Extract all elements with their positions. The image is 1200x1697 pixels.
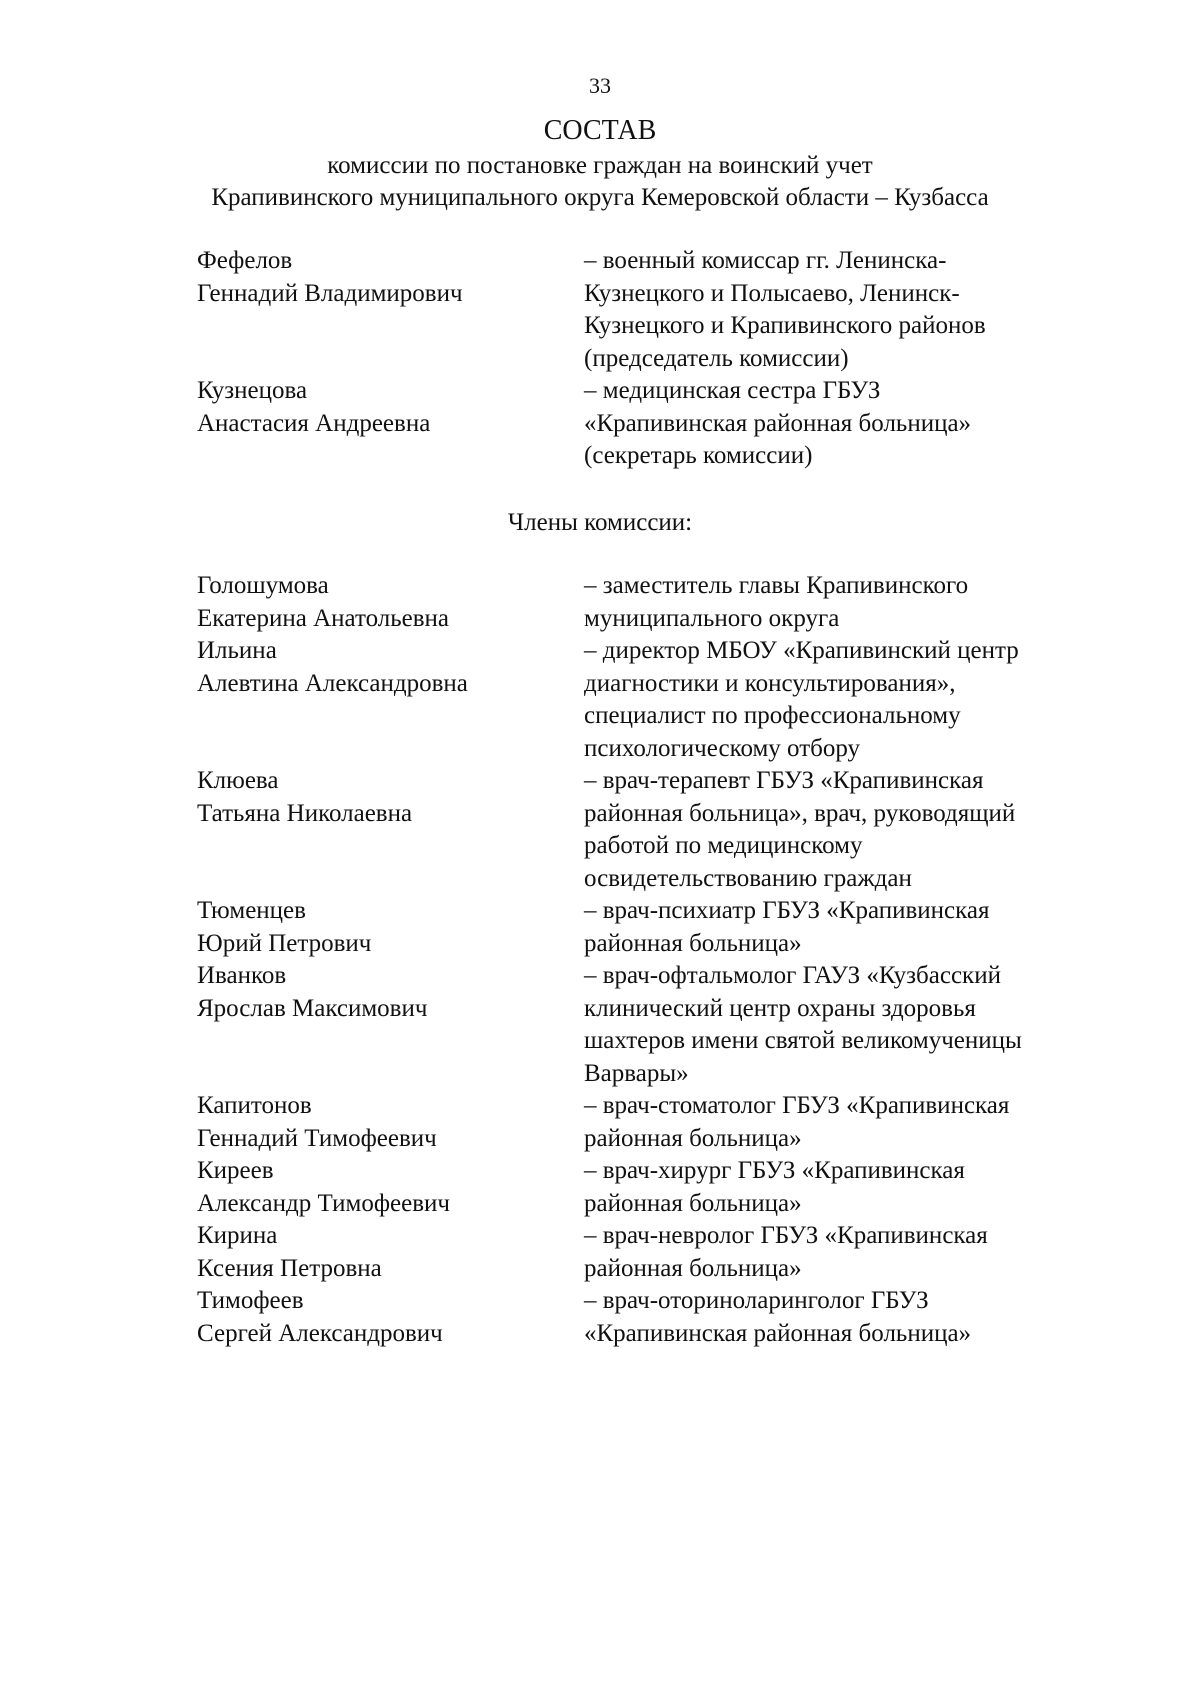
member-name <box>197 1285 584 1350</box>
role-line: «Крапивинская районная больница» <box>584 409 972 437</box>
role-line: – врач-офтальмолог ГАУЗ «Кузбасский <box>584 962 1001 989</box>
role-line: Кузнецкого и Полысаево, Ленинск- <box>584 279 960 307</box>
member-role <box>584 245 1097 375</box>
role-line: шахтеров имени святой великомученицы <box>584 1027 1022 1054</box>
roster-entry <box>197 245 1097 375</box>
role-line: – врач-стоматолог ГБУЗ «Крапивинская <box>584 1092 1010 1119</box>
surname: Голошумова <box>197 572 329 599</box>
given-names: Алевтина Александровна <box>197 669 468 697</box>
role-line: районная больница» <box>584 1189 802 1217</box>
surname: Ильина <box>197 637 277 664</box>
roster-entry <box>197 765 1097 895</box>
surname: Фефелов <box>197 247 293 274</box>
member-name <box>197 1090 584 1155</box>
role-line: – врач-оториноларинголог ГБУЗ <box>584 1287 929 1314</box>
role-line: – военный комиссар гг. Ленинска- <box>584 247 947 274</box>
member-role <box>584 570 1097 635</box>
surname: Иванков <box>197 962 287 989</box>
document-subtitle-line: Крапивинского муниципального округа Кемеровской области – Кузбасса <box>211 184 989 211</box>
member-role <box>584 375 1097 473</box>
role-line: – врач-психиатр ГБУЗ «Крапивинская <box>584 897 990 924</box>
member-role <box>584 635 1097 765</box>
role-line: освидетельствованию граждан <box>584 864 912 892</box>
role-line: – директор МБОУ «Крапивинский центр <box>584 637 1019 664</box>
member-name <box>197 245 584 375</box>
role-line: (секретарь комиссии) <box>584 442 813 469</box>
roster-entry <box>197 375 1097 473</box>
member-name <box>197 765 584 895</box>
roster-entry <box>197 960 1097 1090</box>
given-names: Геннадий Тимофеевич <box>197 1124 437 1152</box>
member-role <box>584 1220 1097 1285</box>
given-names: Ярослав Максимович <box>197 994 428 1022</box>
given-names: Ксения Петровна <box>197 1254 382 1282</box>
member-name <box>197 1155 584 1220</box>
members-list <box>197 570 1097 1350</box>
surname: Кузнецова <box>197 377 308 404</box>
member-name <box>197 635 584 765</box>
page-number: 33 <box>589 73 611 98</box>
surname: Тимофеев <box>197 1287 304 1314</box>
members-heading: Члены комиссии: <box>507 509 693 536</box>
role-line: психологическому отбору <box>584 734 861 762</box>
member-role <box>584 1285 1097 1350</box>
role-line: диагностики и консультирования», <box>584 669 956 697</box>
member-name <box>197 375 584 473</box>
member-role <box>584 960 1097 1090</box>
role-line: (председатель комиссии) <box>584 344 849 372</box>
roster-entry <box>197 635 1097 765</box>
member-role <box>584 1090 1097 1155</box>
document-title: СОСТАВ <box>543 115 657 146</box>
role-line: работой по медицинскому <box>584 832 863 859</box>
roster-entry <box>197 1285 1097 1350</box>
roster-entry <box>197 1220 1097 1285</box>
roster-entry <box>197 895 1097 960</box>
role-line: районная больница» <box>584 1254 802 1282</box>
member-role <box>584 895 1097 960</box>
given-names: Сергей Александрович <box>197 1319 443 1347</box>
role-line: Кузнецкого и Крапивинского районов <box>584 312 986 339</box>
role-line: – врач-хирург ГБУЗ «Крапивинская <box>584 1157 965 1184</box>
document-subtitle-line: комиссии по постановке граждан на воинский учет <box>327 152 873 179</box>
role-line: районная больница» <box>584 1124 802 1152</box>
given-names: Анастасия Андреевна <box>197 409 431 437</box>
given-names: Александр Тимофеевич <box>197 1189 450 1217</box>
member-name <box>197 895 584 960</box>
leadership-list <box>197 245 1097 473</box>
surname: Клюева <box>197 767 279 794</box>
role-line: клинический центр охраны здоровья <box>584 994 976 1022</box>
roster-entry <box>197 570 1097 635</box>
given-names: Геннадий Владимирович <box>197 279 463 307</box>
member-role <box>584 765 1097 895</box>
member-name <box>197 1220 584 1285</box>
surname: Киреев <box>197 1157 274 1184</box>
role-line: – врач-невролог ГБУЗ «Крапивинская <box>584 1222 988 1249</box>
surname: Капитонов <box>197 1092 312 1119</box>
role-line: «Крапивинская районная больница» <box>584 1319 972 1347</box>
role-line: специалист по профессиональному <box>584 702 961 729</box>
role-line: – заместитель главы Крапивинского <box>584 572 969 599</box>
given-names: Екатерина Анатольевна <box>197 604 450 632</box>
surname: Кирина <box>197 1222 278 1249</box>
role-line: – врач-терапевт ГБУЗ «Крапивинская <box>584 767 984 794</box>
role-line: муниципального округа <box>584 604 840 632</box>
given-names: Юрий Петрович <box>197 929 372 957</box>
given-names: Татьяна Николаевна <box>197 799 413 827</box>
role-line: районная больница», врач, руководящий <box>584 799 1016 827</box>
roster-entry <box>197 1155 1097 1220</box>
member-name <box>197 960 584 1090</box>
roster-entry <box>197 1090 1097 1155</box>
role-line: районная больница» <box>584 929 802 957</box>
member-role <box>584 1155 1097 1220</box>
surname: Тюменцев <box>197 897 306 924</box>
member-name <box>197 570 584 635</box>
role-line: Варвары» <box>584 1059 689 1087</box>
role-line: – медицинская сестра ГБУЗ <box>584 377 881 404</box>
